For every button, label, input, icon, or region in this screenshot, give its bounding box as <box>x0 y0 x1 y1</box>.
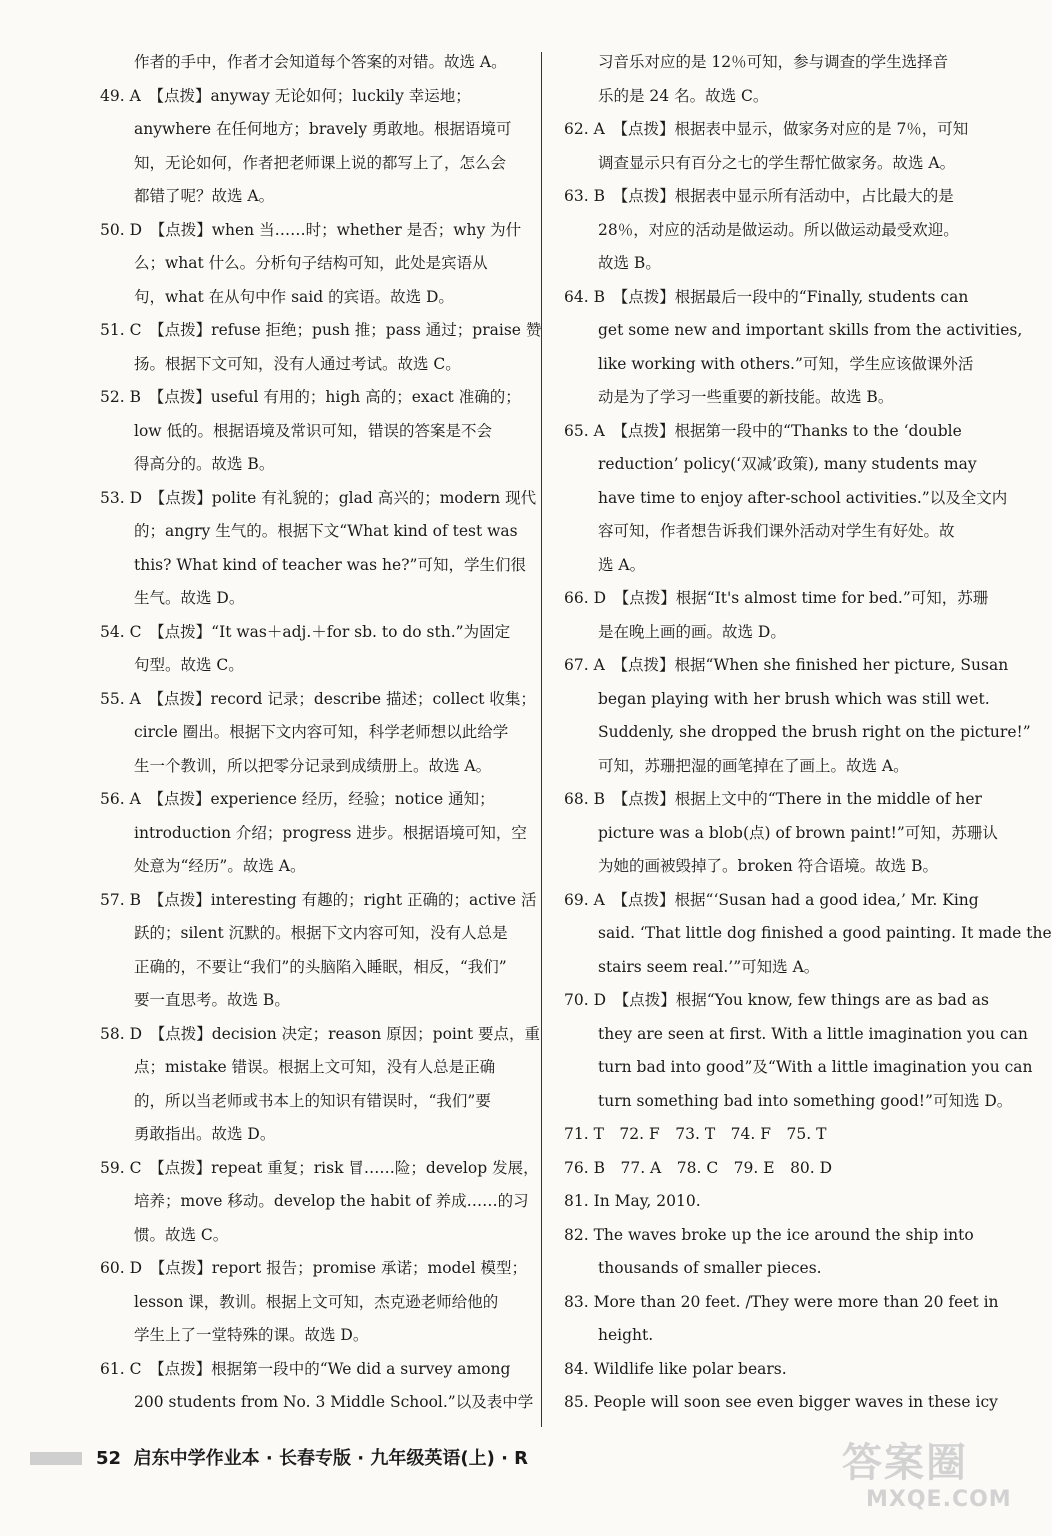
text-line: 可知，苏珊把湿的画笔掉在了画上。故选 A。 <box>598 756 909 775</box>
text-line: turn something bad into something good!”可知选 D。 <box>598 1091 1013 1110</box>
text-line: lesson 课，教训。根据上文可知，杰克逊老师给他的 <box>134 1292 499 1311</box>
text-line: 67. A 【点拨】根据“When she finished her picture, Susan <box>564 656 1009 674</box>
text-line: 处意为“经历”。故选 A。 <box>134 857 306 875</box>
text-line: 要一直思考。故选 B。 <box>134 991 290 1009</box>
text-line: 70. D 【点拨】根据“You know, few things are as bad as <box>564 991 989 1009</box>
text-line: 么；what 什么。分析句子结构可知，此处是宾语从 <box>134 254 488 272</box>
text-line: 66. D 【点拨】根据“It's almost time for bed.”可知，苏珊 <box>564 589 989 607</box>
text-line: 句，what 在从句中作 said 的宾语。故选 D。 <box>134 287 454 306</box>
text-line: introduction 介绍；progress 进步。根据语境可知，空 <box>134 823 527 842</box>
text-line: 61. C 【点拨】根据第一段中的“We did a survey among <box>100 1359 511 1378</box>
text-line: low 低的。根据语境及常识可知，错误的答案是不会 <box>134 421 492 440</box>
text-line: get some new and important skills from the activities, <box>598 321 1023 339</box>
page-number: 52 <box>96 1448 122 1469</box>
text-line: 知，无论如何，作者把老师课上说的都写上了，怎么会 <box>134 153 507 172</box>
text-line: 50. D 【点拨】when 当……时；whether 是否；why 为什 <box>100 220 522 239</box>
text-line: reduction’ policy(‘双减’政策), many students may <box>598 455 977 473</box>
text-line: height. <box>598 1326 654 1344</box>
text-line: thousands of smaller pieces. <box>598 1259 822 1277</box>
text-line: 83. More than 20 feet. /They were more than 20 feet in <box>564 1292 999 1311</box>
text-line: 生一个教训，所以把零分记录到成绩册上。故选 A。 <box>134 756 492 775</box>
text-line: 69. A 【点拨】根据“‘Susan had a good idea,’ Mr. King <box>564 890 979 909</box>
text-line: 49. A 【点拨】anyway 无论如何；luckily 幸运地； <box>100 86 471 105</box>
text-line: picture was a blob(点) of brown paint!”可知，苏珊认 <box>598 823 998 842</box>
text-line: 的；angry 生气的。根据下文“What kind of test was <box>134 522 518 540</box>
text-line: 故选 B。 <box>598 254 661 272</box>
text-line: 勇敢指出。故选 D。 <box>134 1125 276 1143</box>
page-footer <box>96 1444 528 1470</box>
text-line: 55. A 【点拨】record 记录；describe 描述；collect 收集； <box>100 689 536 708</box>
text-line: 62. A 【点拨】根据表中显示，做家务对应的是 7％，可知 <box>564 120 969 138</box>
watermark-domain: MXQE.COM <box>866 1487 1012 1512</box>
text-line: 惯。故选 C。 <box>134 1225 229 1244</box>
text-line: 动是为了学习一些重要的新技能。故选 B。 <box>598 388 894 406</box>
text-line: 65. A 【点拨】根据第一段中的“Thanks to the ‘double <box>564 421 962 440</box>
text-line: 是在晚上画的画。故选 D。 <box>598 622 786 641</box>
text-line: 76. B 77. A 78. C 79. E 80. D <box>564 1158 833 1177</box>
left-column <box>100 46 542 1420</box>
text-line: 85. People will soon see even bigger waves in these icy <box>564 1393 998 1411</box>
book-title: 启东中学作业本 · 长春专版 · 九年级英语(上) · R <box>133 1448 529 1469</box>
text-line: 28％，对应的活动是做运动。所以做运动最受欢迎。 <box>598 220 959 239</box>
text-line: 51. C 【点拨】refuse 拒绝；push 推；pass 通过；praise 赞 <box>100 321 542 339</box>
text-line: 59. C 【点拨】repeat 重复；risk 冒……险；develop 发展， <box>100 1158 539 1177</box>
text-line: 都错了呢？故选 A。 <box>134 187 275 205</box>
text-line: 调查显示只有百分之七的学生帮忙做家务。故选 A。 <box>598 153 956 172</box>
text-line: 培养；move 移动。develop the habit of 养成……的习 <box>134 1192 529 1210</box>
text-line: 正确的，不要让“我们”的头脑陷入睡眠，相反，“我们” <box>134 957 507 976</box>
text-line: 跃的；silent 沉默的。根据下文内容可知，没有人总是 <box>134 924 508 942</box>
watermark-main-text: 答案圈 <box>842 1440 968 1486</box>
text-line: 81. In May, 2010. <box>564 1192 701 1210</box>
text-line: stairs seem real.’”可知选 A。 <box>598 957 820 976</box>
text-line: 52. B 【点拨】useful 有用的；high 高的；exact 准确的； <box>100 388 521 406</box>
text-line: have time to enjoy after-school activities.”以及全文内 <box>598 488 1008 507</box>
text-line: anywhere 在任何地方；bravely 勇敢地。根据语境可 <box>134 120 512 138</box>
text-line: 64. B 【点拨】根据最后一段中的“Finally, students can <box>564 287 969 306</box>
text-line: 82. The waves broke up the ice around the ship into <box>564 1225 974 1244</box>
text-line: 乐的是 24 名。故选 C。 <box>598 86 769 105</box>
text-line: 为她的画被毁掉了。broken 符合语境。故选 B。 <box>598 857 938 875</box>
text-line: 200 students from No. 3 Middle School.”以及表中学 <box>134 1393 534 1411</box>
text-line: Suddenly, she dropped the brush right on the picture!” <box>598 723 1031 741</box>
text-line: 63. B 【点拨】根据表中显示所有活动中，占比最大的是 <box>564 187 954 205</box>
text-line: began playing with her brush which was still wet. <box>598 689 990 708</box>
text-line: like working with others.”可知，学生应该做课外活 <box>598 354 974 373</box>
text-line: 71. T 72. F 73. T 74. F 75. T <box>564 1125 827 1143</box>
text-line: 容可知，作者想告诉我们课外活动对学生有好处。故 <box>598 522 955 540</box>
text-line: 习音乐对应的是 12％可知，参与调查的学生选择音 <box>598 53 949 71</box>
text-line: 60. D 【点拨】report 报告；promise 承诺；model 模型； <box>100 1259 528 1277</box>
text-line: circle 圈出。根据下文内容可知，科学老师想以此给学 <box>134 723 509 741</box>
text-line: turn bad into good”及“With a little imagination you can <box>598 1058 1033 1076</box>
text-line: 57. B 【点拨】interesting 有趣的；right 正确的；active 活 <box>100 890 537 909</box>
text-line: 84. Wildlife like polar bears. <box>564 1359 787 1378</box>
text-line: 58. D 【点拨】decision 决定；reason 原因；point 要点，重 <box>100 1024 541 1043</box>
text-line: 作者的手中，作者才会知道每个答案的对错。故选 A。 <box>134 53 507 71</box>
text-line: 生气。故选 D。 <box>134 589 245 607</box>
text-line: 得高分的。故选 B。 <box>134 455 275 473</box>
right-column <box>564 46 1052 1420</box>
text-line: 选 A。 <box>598 555 646 574</box>
watermark-logo <box>842 1440 1012 1526</box>
text-line: 53. D 【点拨】polite 有礼貌的；glad 高兴的；modern 现代 <box>100 488 537 507</box>
text-line: 68. B 【点拨】根据上文中的“There in the middle of her <box>564 790 982 808</box>
text-line: they are seen at first. With a little imagination you can <box>598 1024 1028 1043</box>
text-line: this? What kind of teacher was he?”可知，学生们很 <box>134 555 526 574</box>
text-line: 54. C 【点拨】“It was＋adj.＋for sb. to do sth.”为固定 <box>100 622 511 641</box>
text-line: 的，所以当老师或书本上的知识有错误时，“我们”要 <box>134 1091 491 1110</box>
footer-decoration-bar <box>30 1452 82 1465</box>
text-line: 学生上了一堂特殊的课。故选 D。 <box>134 1326 369 1344</box>
text-line: said. ‘That little dog finished a good painting. It made the <box>598 924 1052 942</box>
column-divider <box>541 52 542 1427</box>
text-line: 点；mistake 错误。根据上文可知，没有人总是正确 <box>134 1058 496 1076</box>
text-line: 扬。根据下文可知，没有人通过考试。故选 C。 <box>134 354 461 373</box>
text-line: 句型。故选 C。 <box>134 656 244 674</box>
text-line: 56. A 【点拨】experience 经历，经验；notice 通知； <box>100 790 495 808</box>
